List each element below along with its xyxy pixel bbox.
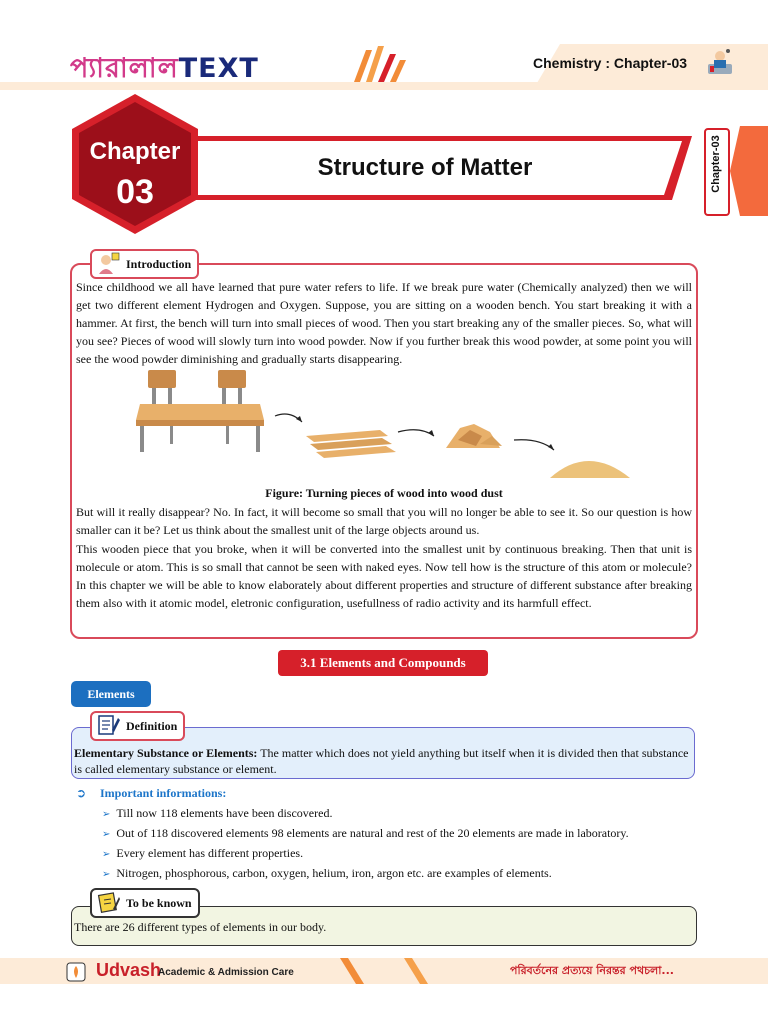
definition-tag-label: Definition <box>126 719 178 733</box>
list-item-text: Out of 118 discovered elements 98 elements are natural and rest of the 20 elements are made in laboratory. <box>116 826 629 840</box>
introduction-tag <box>90 249 199 279</box>
brand-text: TEXT <box>178 53 259 84</box>
scientist-icon <box>706 46 734 76</box>
teacher-icon <box>96 252 120 274</box>
to-be-known-text: There are 26 different types of elements in our body. <box>74 920 327 934</box>
section-heading: 3.1 Elements and Compounds <box>278 650 488 676</box>
bullet-arrow-icon: ➢ <box>102 829 111 840</box>
list-item <box>102 844 702 864</box>
intro-paragraph-2: But will it really disappear? No. In fact, it will become so small that you will no longer be able to see it. So our question is how smaller can it be? Let us think about the smallest unit of the large objects around us. <box>76 505 692 537</box>
list-item-text: Nitrogen, phosphorous, carbon, oxygen, helium, iron, argon etc. are examples of elements. <box>116 866 552 880</box>
to-be-known-tag <box>90 888 200 918</box>
definition-note-icon <box>96 714 120 736</box>
important-heading: Important informations: <box>100 786 227 800</box>
wood-figure-image <box>130 366 640 482</box>
footer-tagline: Academic & Admission Care <box>158 967 294 978</box>
footer-slogan: পরিবর্তনের প্রত্যয়ে নিরন্তর পথচলা... <box>510 964 674 977</box>
footer-brand: Udvash <box>96 960 162 980</box>
bullet-arrow-icon: ➢ <box>102 869 111 880</box>
bullet-arrow-icon: ➢ <box>102 849 111 860</box>
important-list <box>102 804 702 884</box>
chapter-side-tab-label: Chapter-03 <box>710 135 722 193</box>
introduction-tag-label: Introduction <box>126 257 192 271</box>
list-item <box>102 824 702 844</box>
intro-paragraph-3: This wooden piece that you broke, when it will be converted into the smallest unit by continuous breaking. Then that unit is molecule or atom. This is so small that cannot be seen with naked eyes. Now tell how is the structure of this atom or molecule? In this chapter we will be able to know elaborately about different properties and structure of different substance after breaking them also with it atomic model, eletronic configuration, usefullness of radio activity and its harmfull effect. <box>76 542 692 610</box>
definition-body: The matter which does not yield anything but itself when it is divided then that substance is called elementary substance or element. <box>74 746 689 776</box>
list-item <box>102 804 702 824</box>
chapter-number: 03 <box>116 173 154 211</box>
definition-text <box>74 745 690 777</box>
list-item-text: Till now 118 elements have been discovered. <box>116 806 333 820</box>
footer-stripe <box>340 958 364 984</box>
notepad-icon <box>96 891 120 913</box>
header-title: Chemistry : Chapter-03 <box>533 55 688 71</box>
list-item <box>102 864 702 884</box>
bullet-arrow-icon: ➢ <box>102 809 111 820</box>
chapter-title: Structure of Matter <box>317 154 533 181</box>
side-decoration <box>730 126 768 216</box>
definition-tag <box>90 711 185 741</box>
udvash-logo <box>66 962 86 982</box>
to-be-known-tag-label: To be known <box>126 896 192 910</box>
figure-caption: Figure: Turning pieces of wood into wood dust <box>265 486 503 500</box>
brand-bangla: প্যারালাল <box>70 53 179 84</box>
info-arrow-icon: ➲ <box>76 786 87 800</box>
definition-term: Elementary Substance or Elements: <box>74 746 258 760</box>
elements-badge: Elements <box>71 681 151 707</box>
intro-paragraph-1: Since childhood we all have learned that pure water refers to life. If we break pure water (Chemically analyzed) then we will get two different element Hydrogen and Oxygen. Suppose, you are sitting on a wooden bench. You start breaking it with a hammer. At first, the bench will turn into small pieces of wood. Then you start breaking any of the smaller pieces. So, what will you see? Pieces of wood will slowly turn into wood powder. Now if you further break this wood powder, at some point you will see the wood powder diminishing and gradually starts disappearing. <box>76 280 692 366</box>
chapter-label: Chapter <box>89 138 181 165</box>
footer-stripe <box>404 958 428 984</box>
list-item-text: Every element has different properties. <box>116 846 304 860</box>
brand-logo <box>70 48 259 93</box>
header-stripes <box>350 44 410 82</box>
